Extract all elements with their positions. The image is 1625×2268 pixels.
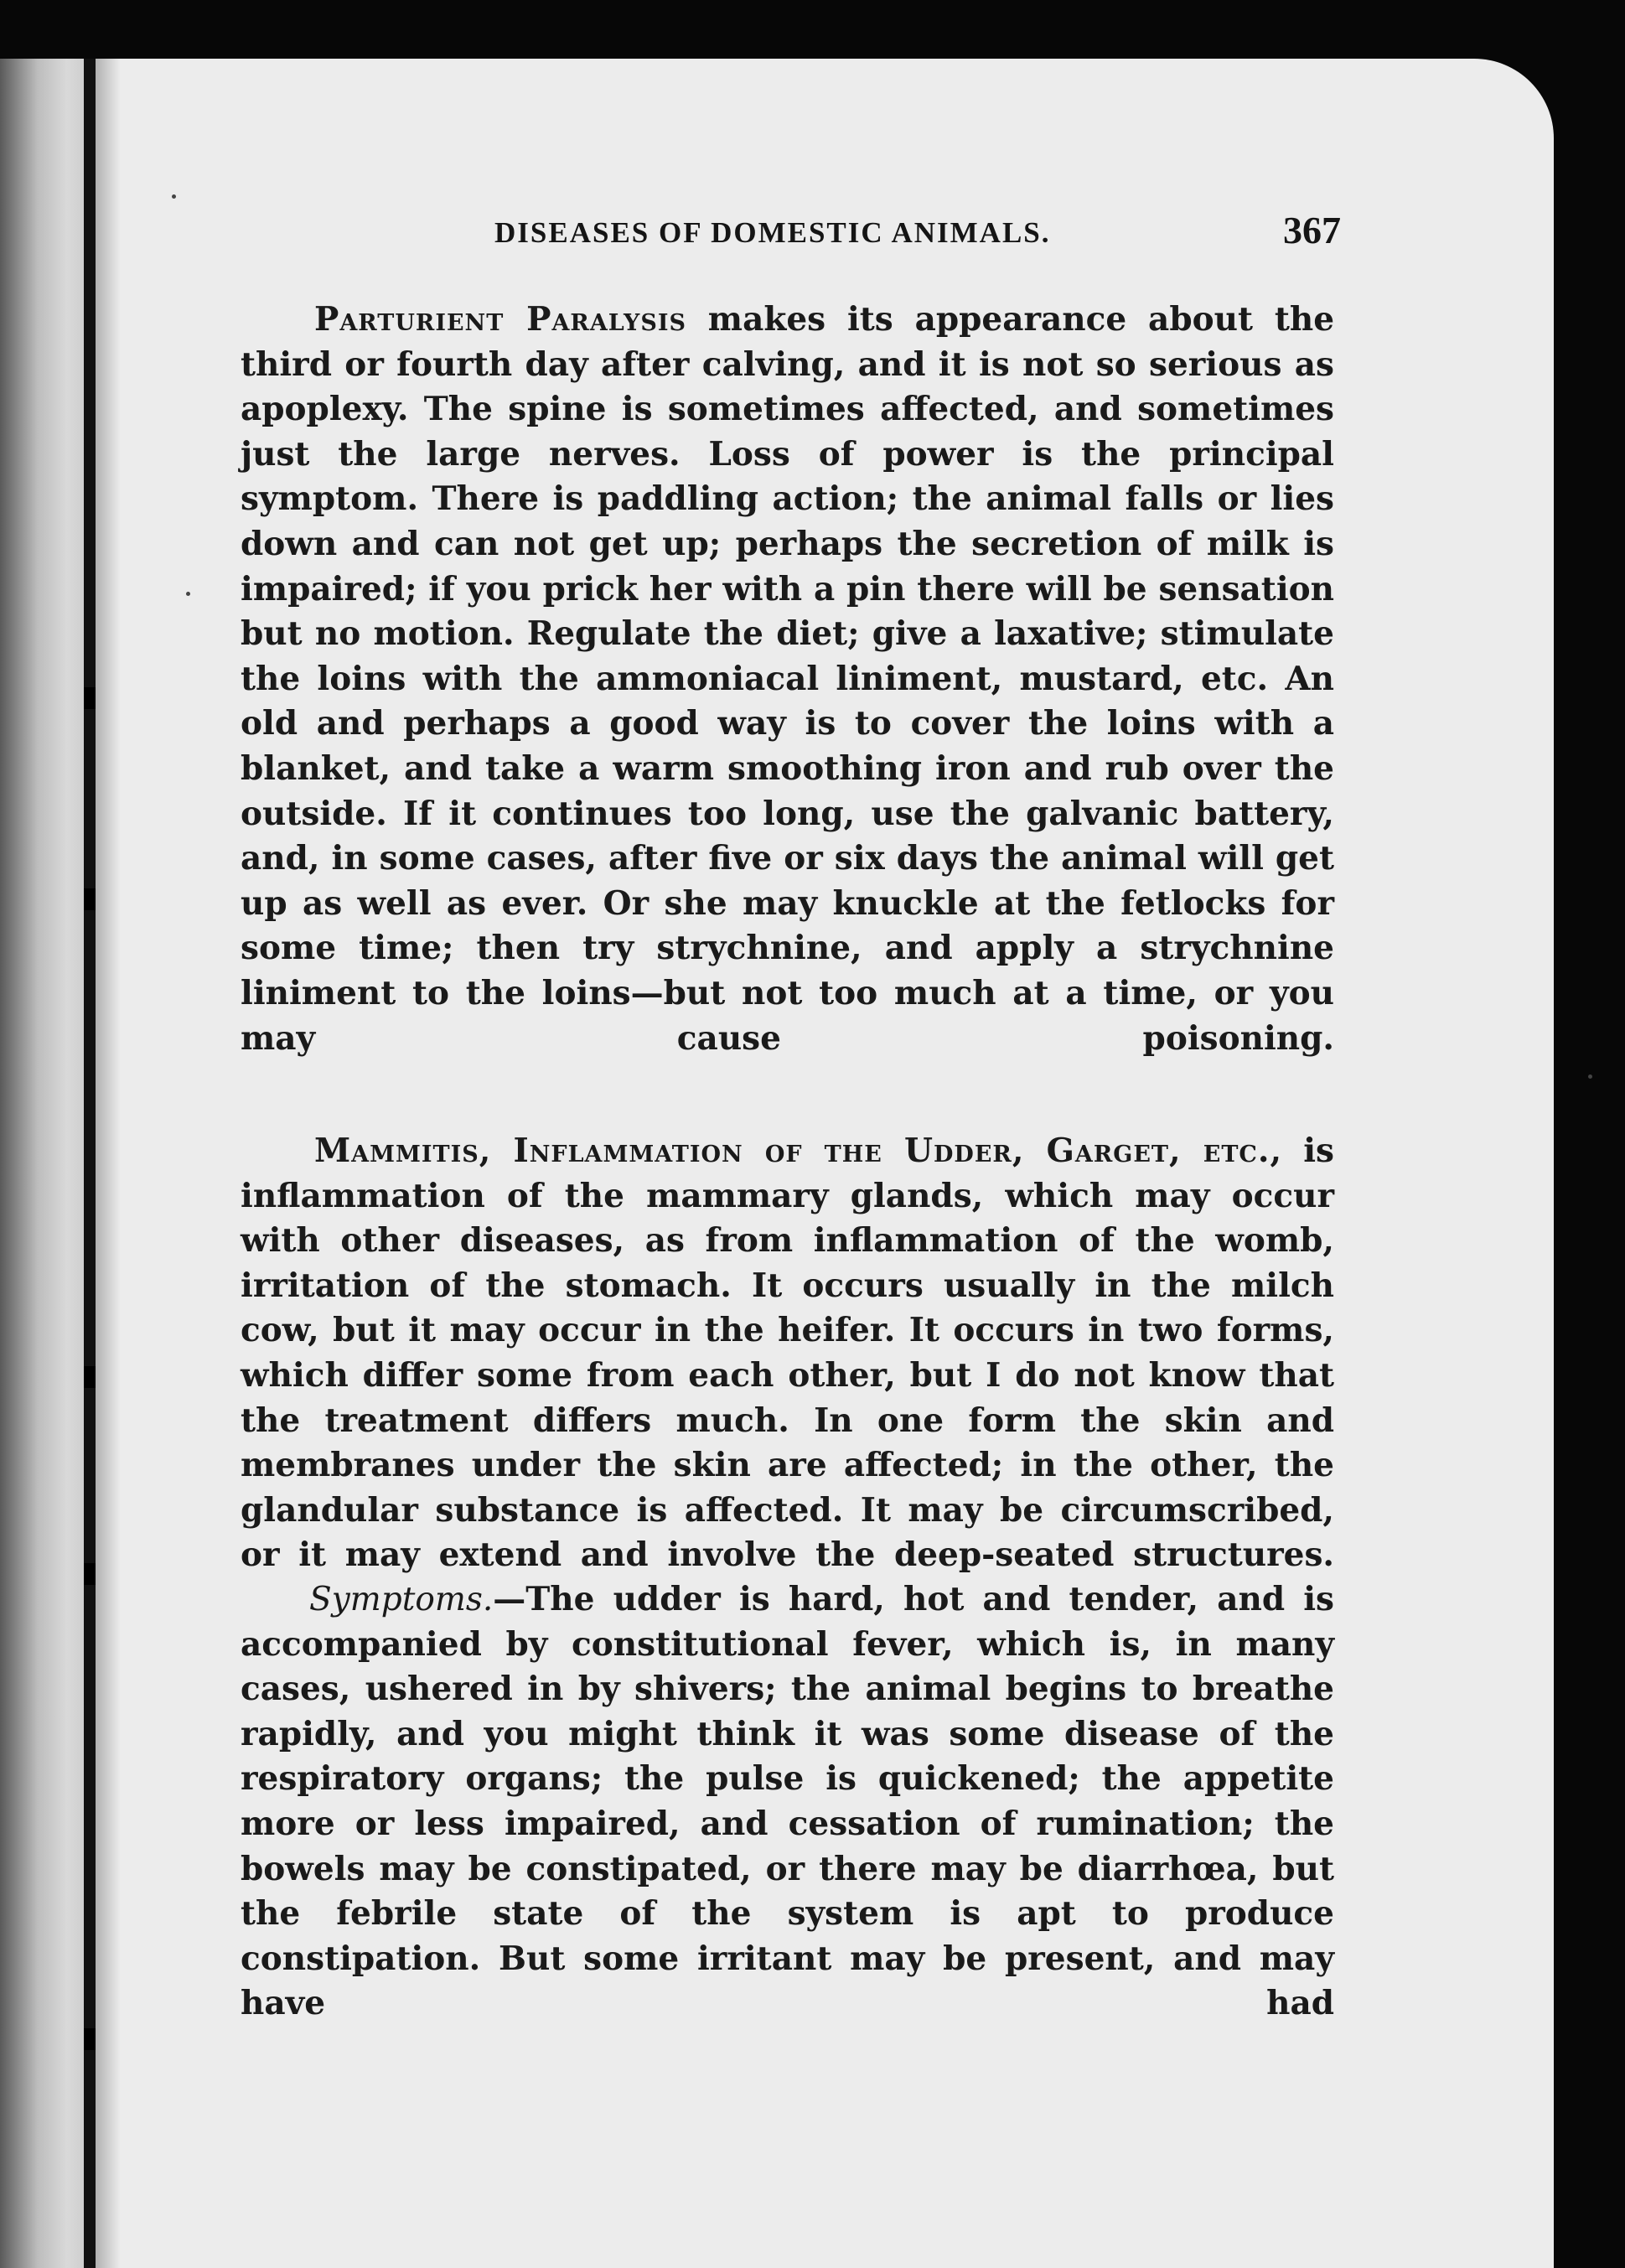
paragraph-lead-heading: Mammitis, Inflammation of the Udder, Garget, etc., [314, 1131, 1283, 1170]
spine-mark [84, 1563, 96, 1585]
spine-mark [84, 1366, 96, 1388]
spine-mark [84, 888, 96, 910]
paragraph-lead-heading: Symptoms. [309, 1581, 494, 1618]
facing-page-edge [0, 59, 84, 2268]
paragraph-symptoms [241, 1577, 1334, 2027]
spine-mark [84, 687, 96, 709]
running-head-title: DISEASES OF DOMESTIC ANIMALS. [494, 216, 1051, 249]
paragraph-body: —The udder is hard, hot and tender, and is accompanied by constitutional fever, which is, in many cases, ushered in by shivers; the animal begins to breathe rapidly, and you might think it was some disease of the respiratory organs; the pulse is quickened; the appetite more or less impaired, and cessation of rumination; the bowels may be constipated, or there may be diarrhœa, but the febrile state of the system is apt to produce constipation. But some irritant may be present, and may have had [241, 1580, 1334, 2023]
paragraph-parturient-paralysis [241, 298, 1334, 1061]
page-gutter-shadow [96, 59, 121, 2268]
spine-mark [84, 2028, 96, 2050]
book-spine [84, 59, 96, 2268]
page-number: 367 [1283, 209, 1341, 251]
paragraph-mammitis [241, 1129, 1334, 1578]
paragraph-body: is inflammation of the mammary glands, which may occur with other diseases, as from inflammation of the womb, irritation of the stomach. It occurs usually in the milch cow, but it may occur in the heifer. It occurs in two forms, which differ some from each other, but I do not know that the treatment differs much. In one form the skin and membranes under the skin are affected; in the other, the glandular substance is affected. It may be circumscribed, or it may extend and involve the deep-seated structures. [241, 1131, 1334, 1575]
ink-speck [186, 592, 190, 596]
ink-speck [172, 194, 176, 199]
ink-speck [1588, 1074, 1592, 1079]
paragraph-body: makes its appearance about the third or fourth day after calving, and it is not so serious as apoplexy. The spine is sometimes affected, and sometimes just the large nerves. Loss of power is the principal symptom. There is paddling action; the animal falls or lies down and can not get up; perhaps the secretion of milk is impaired; if you prick her with a pin there will be sensation but no motion. Regulate the diet; give a laxative; stimulate the loins with the ammoniacal liniment, mustard, etc. An old and perhaps a good way is to cover the loins with a blanket, and take a warm smoothing iron and rub over the outside. If it continues too long, use the galvanic battery, and, in some cases, after five or six days the animal will get up as well as ever. Or she may knuckle at the fetlocks for some time; then try strychnine, and apply a strychnine liniment to the loins—but not too much at a time, or you may cause poisoning. [241, 300, 1335, 1058]
paragraph-lead-heading: Parturient Paralysis [314, 300, 686, 339]
